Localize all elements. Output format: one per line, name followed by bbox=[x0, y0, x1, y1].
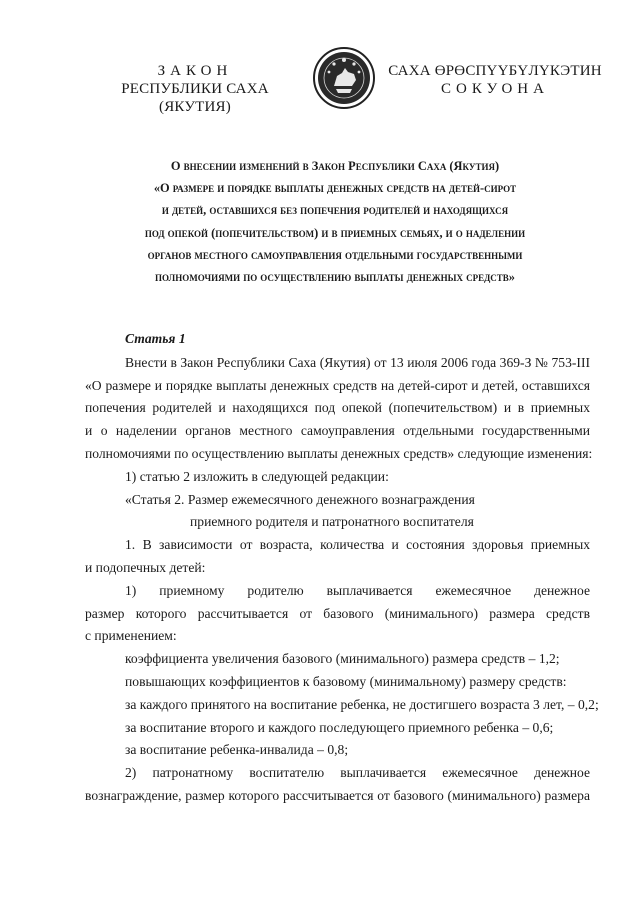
body-line: «О размере и порядке выплаты денежных средств на детей-сирот и детей, оставшихся bbox=[85, 377, 590, 393]
body-line: 1. В зависимости от возраста, количества и состояния здоровья приемных bbox=[125, 537, 590, 553]
title-line: «О размере и порядке выплаты денежных средств на детей-сирот bbox=[153, 181, 517, 196]
header-right-line-2: СОКУОНА bbox=[441, 81, 549, 97]
body-line: попечения родителей и находящихся под опекой (попечительством) и в приемных bbox=[85, 400, 590, 416]
body-line: с применением: bbox=[85, 628, 177, 644]
law-header-russian bbox=[95, 62, 295, 116]
body-line: «Статья 2. Размер ежемесячного денежного вознаграждения bbox=[125, 491, 475, 507]
body-line: Внести в Закон Республики Саха (Якутия) от 13 июля 2006 года 369-З № 753-III bbox=[125, 354, 590, 370]
body-line: и о наделении органов местного самоуправления отдельными государственными bbox=[85, 423, 590, 439]
header-left-line-1: ЗАКОН bbox=[157, 63, 233, 79]
body-line: 1) статью 2 изложить в следующей редакции: bbox=[125, 468, 389, 484]
header-left-line-2: РЕСПУБЛИКИ САХА (ЯКУТИЯ) bbox=[121, 81, 269, 115]
body-line: 1) приемному родителю выплачивается ежемесячное денежное bbox=[125, 582, 590, 598]
header-right-line-1: САХА ӨРӨСПҮҮБҮЛҮКЭТИН bbox=[388, 63, 602, 79]
body-line: размер которого рассчитывается от базового (минимального) размера средств bbox=[85, 605, 590, 621]
body-line: вознаграждение, размер которого рассчитывается от базового (минимального) размера bbox=[85, 787, 590, 803]
body-line: повышающих коэффициентов к базовому (минимальному) размеру средств: bbox=[125, 673, 567, 689]
title-line: полномочиями по осуществлению выплаты денежных средств» bbox=[154, 269, 516, 284]
body-line: полномочиями по осуществлению выплаты денежных средств» следующие изменения: bbox=[85, 445, 593, 461]
law-header-yakut bbox=[380, 62, 610, 98]
yakutia-coat-of-arms-icon bbox=[312, 46, 376, 110]
body-line: за воспитание ребенка-инвалида – 0,8; bbox=[125, 742, 349, 758]
title-line: и детей, оставшихся без попечения родителей и находящихся bbox=[161, 203, 509, 218]
body-line: и подопечных детей: bbox=[85, 559, 206, 575]
body-line: за каждого принятого на воспитание ребенка, не достигшего возраста 3 лет, – 0,2; bbox=[125, 696, 599, 712]
article-body bbox=[85, 328, 599, 808]
title-line: О внесении изменений в Закон Республики Саха (Якутия) bbox=[170, 159, 500, 173]
body-line: 2) патронатному воспитателю выплачивается ежемесячное денежное bbox=[125, 765, 590, 781]
body-line: приемного родителя и патронатного воспитателя bbox=[190, 514, 474, 530]
title-line: органов местного самоуправления отдельными государственными bbox=[147, 247, 523, 262]
title-line: под опекой (попечительством) и в приемных семьях, и о наделении bbox=[144, 225, 526, 240]
article-heading: Статья 1 bbox=[125, 331, 186, 346]
body-line: коэффициента увеличения базового (минимального) размера средств – 1,2; bbox=[125, 651, 560, 667]
law-title bbox=[85, 155, 585, 288]
body-line: за воспитание второго и каждого последующего приемного ребенка – 0,6; bbox=[125, 719, 554, 735]
